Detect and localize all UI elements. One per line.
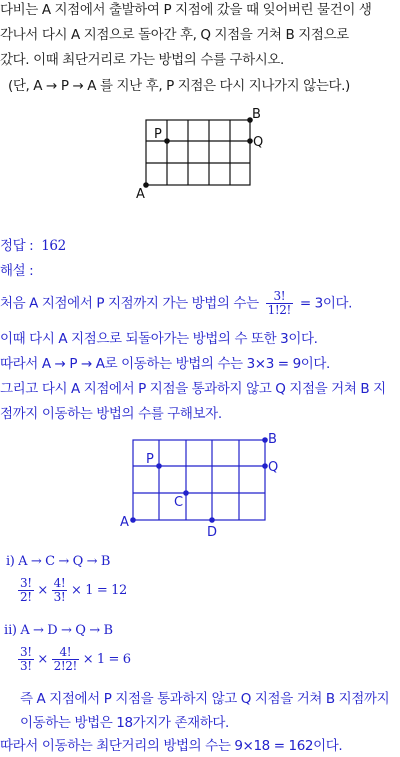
fraction-numerator: 3!	[273, 289, 286, 303]
label-c: C	[174, 495, 184, 510]
case-2-label: ⅱ) A → D → Q → B	[4, 623, 113, 638]
case-2-fraction-1	[18, 646, 34, 673]
point-b	[262, 437, 268, 443]
point-q	[247, 138, 253, 144]
times-sign: ×	[37, 583, 48, 598]
case-1-fraction-1	[18, 577, 34, 604]
fraction-denominator: 3!	[20, 659, 32, 673]
label-q: Q	[268, 460, 279, 475]
label-a: A	[136, 187, 145, 200]
times-sign: ×	[37, 652, 48, 667]
case-1-result: × 1 = 12	[71, 583, 127, 598]
case-1-formula	[18, 577, 127, 604]
point-d	[209, 517, 215, 523]
fraction-denominator: 2!	[20, 590, 32, 604]
fraction-numerator: 4!	[59, 645, 72, 659]
fraction-denominator: 1!2!	[267, 303, 291, 317]
case-1-label: ⅰ) A → C → Q → B	[6, 554, 110, 569]
answer-line	[0, 237, 66, 255]
point-a	[130, 517, 136, 523]
case-1-fraction-2	[52, 577, 68, 604]
point-q	[262, 463, 268, 469]
grid-figure-1	[130, 105, 275, 200]
label-p: P	[146, 452, 154, 467]
solution-line-5: 점까지 이동하는 방법의 수를 구해보자.	[0, 406, 222, 422]
grid-figure-2	[117, 432, 292, 540]
solution-line-1	[0, 290, 352, 317]
solution-line-4: 그리고 다시 A 지점에서 P 지점을 통과하지 않고 Q 지점을 거쳐 B 지	[0, 381, 386, 397]
label-a: A	[120, 515, 129, 530]
fraction-numerator: 3!	[20, 645, 32, 659]
label-p: P	[154, 127, 162, 142]
label-b: B	[268, 432, 277, 447]
fraction-denominator: 3!	[53, 590, 66, 604]
point-p	[156, 463, 162, 469]
problem-line-3: 갔다. 이때 최단거리로 가는 방법의 수를 구하시오.	[0, 52, 284, 68]
fraction-numerator: 4!	[53, 576, 66, 590]
label-d: D	[207, 525, 218, 540]
case-2-fraction-2	[52, 646, 79, 673]
explanation-label: 해설 :	[0, 263, 34, 279]
problem-line-1: 다비는 A 지점에서 출발하여 P 지점에 갔을 때 잊어버린 물건이 생	[0, 2, 372, 18]
solution-line-1-result: = 3이다.	[299, 295, 353, 312]
solution-line-2: 이때 다시 A 지점으로 되돌아가는 방법의 수 또한 3이다.	[0, 331, 318, 347]
solution-line-3: 따라서 A → P → A로 이동하는 방법의 수는 3×3 = 9이다.	[0, 356, 330, 372]
fraction-denominator: 2!2!	[53, 659, 77, 673]
case-2-formula	[18, 646, 131, 673]
conclusion-line-1: 즉 A 지점에서 P 지점을 통과하지 않고 Q 지점을 거쳐 B 지점까지	[20, 691, 390, 707]
solution-line-1-text: 처음 A 지점에서 P 지점까지 가는 방법의 수는	[0, 295, 259, 312]
answer-label: 정답 :	[0, 238, 34, 254]
answer-value: 162	[41, 238, 66, 254]
fraction-numerator: 3!	[20, 576, 32, 590]
point-c	[183, 490, 189, 496]
label-b: B	[252, 107, 261, 122]
problem-condition: (단, A → P → A 를 지난 후, P 지점은 다시 지나가지 않는다.)	[8, 78, 350, 94]
case-2-result: × 1 = 6	[82, 652, 131, 667]
conclusion-line-2: 이동하는 방법은 18가지가 존재하다.	[20, 715, 229, 731]
problem-line-2: 각나서 다시 A 지점으로 돌아간 후, Q 지점을 거쳐 B 지점으로	[0, 27, 349, 43]
point-p	[164, 138, 170, 144]
label-q: Q	[253, 135, 264, 150]
fraction-a-to-p	[266, 290, 293, 317]
conclusion-line-3: 따라서 이동하는 최단거리의 방법의 수는 9×18 = 162이다.	[0, 738, 343, 754]
